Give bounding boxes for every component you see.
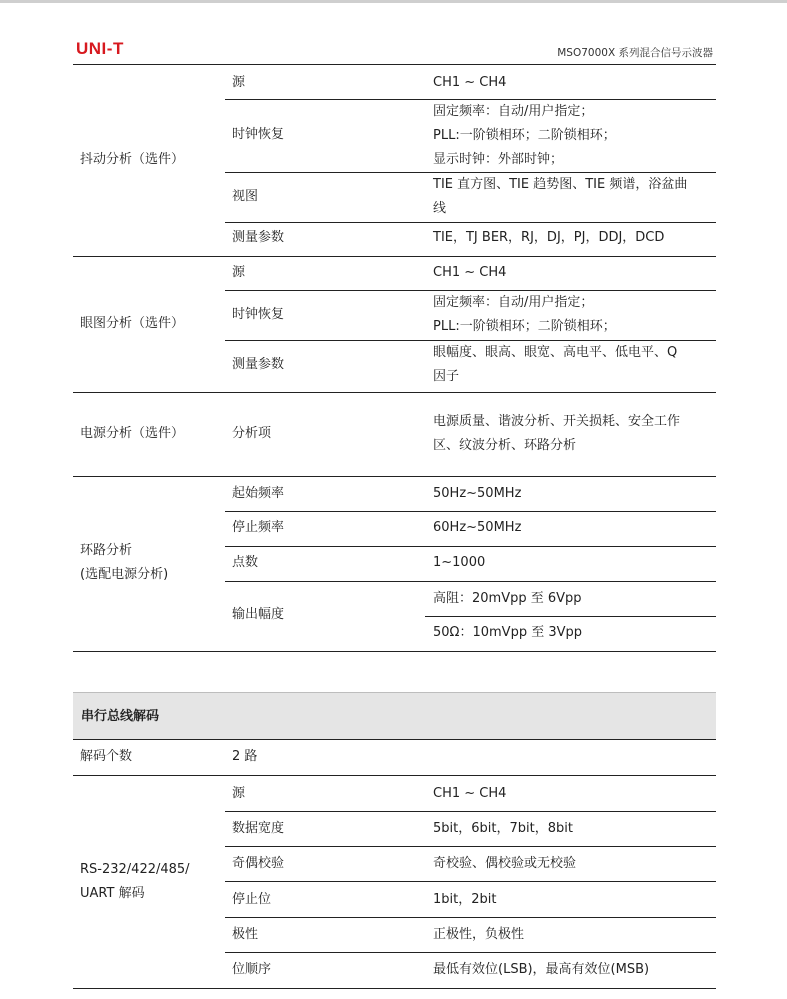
decode-count-value: 2 路 <box>232 749 258 764</box>
section-divider <box>73 739 716 740</box>
uart-parity-value: 奇校验、偶校验或无校验 <box>433 856 577 871</box>
loop-points-value: 1~1000 <box>433 555 486 570</box>
power-item-label: 分析项 <box>232 426 272 441</box>
jitter-clock-value-2: PLL:一阶锁相环；二阶锁相环； <box>433 128 616 143</box>
row-divider <box>425 616 716 617</box>
uart-source-value: CH1 ~ CH4 <box>433 786 507 801</box>
header-rule <box>73 64 716 65</box>
loop-stop-label: 停止频率 <box>232 520 285 535</box>
power-item-value-2: 区、纹波分析、环路分析 <box>433 438 577 453</box>
jitter-view-value-2: 线 <box>433 201 447 216</box>
uart-stopbit-label: 停止位 <box>232 892 272 907</box>
eye-source-value: CH1 ~ CH4 <box>433 265 507 280</box>
row-divider <box>225 546 716 547</box>
serial-section-title: 串行总线解码 <box>81 709 160 724</box>
serial-section-header <box>73 692 716 740</box>
row-divider <box>225 811 716 812</box>
uart-bitorder-value: 最低有效位(LSB)，最高有效位(MSB) <box>433 962 650 977</box>
uart-source-label: 源 <box>232 786 246 801</box>
eye-measure-value-2: 因子 <box>433 369 460 384</box>
section-divider <box>73 775 716 776</box>
eye-clock-label: 时钟恢复 <box>232 307 285 322</box>
jitter-clock-value-3: 显示时钟：外部时钟； <box>433 152 564 167</box>
row-divider <box>225 917 716 918</box>
eye-measure-label: 测量参数 <box>232 357 285 372</box>
uart-polarity-label: 极性 <box>232 927 259 942</box>
loop-category-2: (选配电源分析) <box>80 567 169 582</box>
section-divider <box>73 392 716 393</box>
row-divider <box>225 881 716 882</box>
eye-clock-value-1: 固定频率：自动/用户指定； <box>433 295 594 310</box>
brand-logo: UNI-T <box>76 39 124 58</box>
uart-category-2: UART 解码 <box>80 886 145 901</box>
row-divider <box>225 581 716 582</box>
row-divider <box>225 952 716 953</box>
uart-stopbit-value: 1bit，2bit <box>433 892 497 907</box>
uart-polarity-value: 正极性，负极性 <box>433 927 525 942</box>
row-divider <box>225 511 716 512</box>
section-divider <box>73 651 716 652</box>
jitter-measure-label: 测量参数 <box>232 230 285 245</box>
eye-measure-value-1: 眼幅度、眼高、眼宽、高电平、低电平、Q <box>433 345 678 360</box>
row-divider <box>225 846 716 847</box>
jitter-measure-value: TIE，TJ BER，RJ，DJ，PJ，DDJ，DCD <box>433 230 665 245</box>
uart-bitorder-label: 位顺序 <box>232 962 272 977</box>
document-title: MSO7000X 系列混合信号示波器 <box>557 47 713 59</box>
uart-category-1: RS-232/422/485/ <box>80 862 190 877</box>
loop-stop-value: 60Hz~50MHz <box>433 520 522 535</box>
loop-category-1: 环路分析 <box>80 543 133 558</box>
uart-width-label: 数据宽度 <box>232 821 285 836</box>
row-divider <box>225 222 716 223</box>
loop-amplitude-label: 输出幅度 <box>232 607 285 622</box>
jitter-clock-value-1: 固定频率：自动/用户指定； <box>433 104 594 119</box>
jitter-view-label: 视图 <box>232 189 259 204</box>
eye-clock-value-2: PLL:一阶锁相环；二阶锁相环； <box>433 319 616 334</box>
eye-source-label: 源 <box>232 265 246 280</box>
jitter-view-value-1: TIE 直方图、TIE 趋势图、TIE 频谱，浴盆曲 <box>433 177 688 192</box>
eye-category: 眼图分析（选件） <box>80 316 185 331</box>
power-item-value-1: 电源质量、谐波分析、开关损耗、安全工作 <box>433 414 681 429</box>
top-border <box>0 0 787 3</box>
power-category: 电源分析（选件） <box>80 426 185 441</box>
loop-points-label: 点数 <box>232 555 259 570</box>
loop-start-value: 50Hz~50MHz <box>433 486 522 501</box>
section-divider <box>73 988 716 989</box>
uart-parity-label: 奇偶校验 <box>232 856 285 871</box>
jitter-category: 抖动分析（选件） <box>80 152 185 167</box>
jitter-source-label: 源 <box>232 75 246 90</box>
loop-start-label: 起始频率 <box>232 486 285 501</box>
jitter-clock-label: 时钟恢复 <box>232 127 285 142</box>
uart-width-value: 5bit，6bit，7bit，8bit <box>433 821 573 836</box>
decode-count-label: 解码个数 <box>80 749 133 764</box>
loop-amplitude-value-2: 50Ω：10mVpp 至 3Vpp <box>433 625 583 640</box>
section-divider <box>73 476 716 477</box>
loop-amplitude-value-1: 高阻：20mVpp 至 6Vpp <box>433 591 582 606</box>
section-divider <box>73 256 716 257</box>
jitter-source-value: CH1 ~ CH4 <box>433 75 507 90</box>
